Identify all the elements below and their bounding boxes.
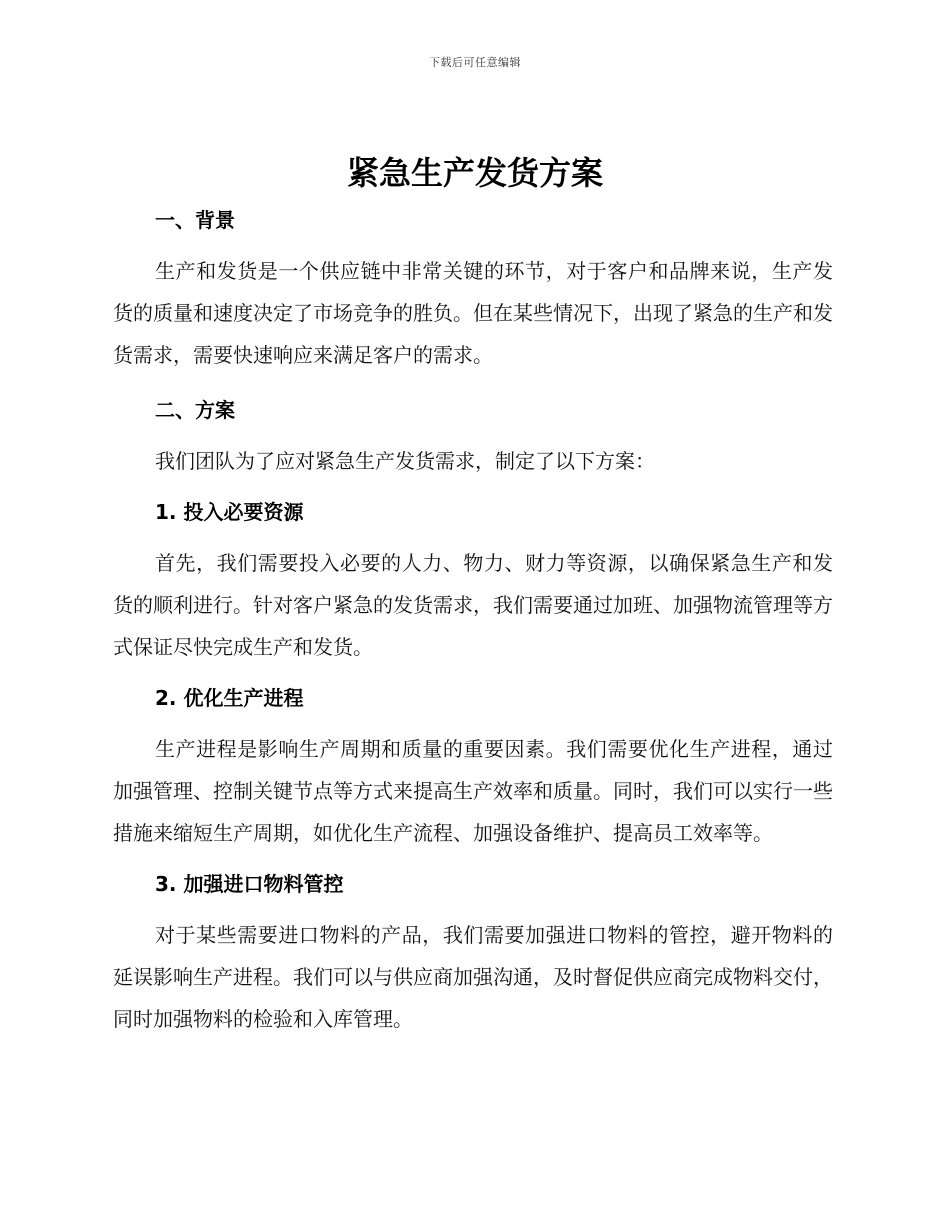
header-note: 下载后可任意编辑 bbox=[429, 56, 521, 69]
background-paragraph: 生产和发货是一个供应链中非常关键的环节，对于客户和品牌来说，生产发货的质量和速度决定了市场竞争的胜负。但在某些情况下，出现了紧急的生产和发货需求，需要快速响应来满足客户的需求。 bbox=[113, 259, 833, 367]
item-paragraph-optimize: 生产进程是影响生产周期和质量的重要因素。我们需要优化生产进程，通过加强管理、控制关键节点等方式来提高生产效率和质量。同时，我们可以实行一些措施来缩短生产周期，如优化生产流程、加强设备维护、提高员工效率等。 bbox=[113, 737, 833, 845]
item-heading-resources: 1. 投入必要资源 bbox=[155, 500, 304, 524]
document-body bbox=[113, 200, 833, 1040]
item-heading-import: 3. 加强进口物料管控 bbox=[155, 872, 344, 896]
item-heading-optimize: 2. 优化生产进程 bbox=[155, 686, 304, 710]
item-paragraph-resources: 首先，我们需要投入必要的人力、物力、财力等资源，以确保紧急生产和发货的顺利进行。针对客户紧急的发货需求，我们需要通过加班、加强物流管理等方式保证尽快完成生产和发货。 bbox=[113, 551, 833, 659]
section-heading-plan: 二、方案 bbox=[155, 398, 235, 422]
plan-intro-paragraph: 我们团队为了应对紧急生产发货需求，制定了以下方案： bbox=[155, 449, 655, 473]
document-title: 紧急生产发货方案 bbox=[346, 154, 603, 192]
section-heading-background: 一、背景 bbox=[155, 208, 235, 232]
item-paragraph-import: 对于某些需要进口物料的产品，我们需要加强进口物料的管控，避开物料的延误影响生产进程。我们可以与供应商加强沟通，及时督促供应商完成物料交付，同时加强物料的检验和入库管理。 bbox=[113, 923, 833, 1031]
